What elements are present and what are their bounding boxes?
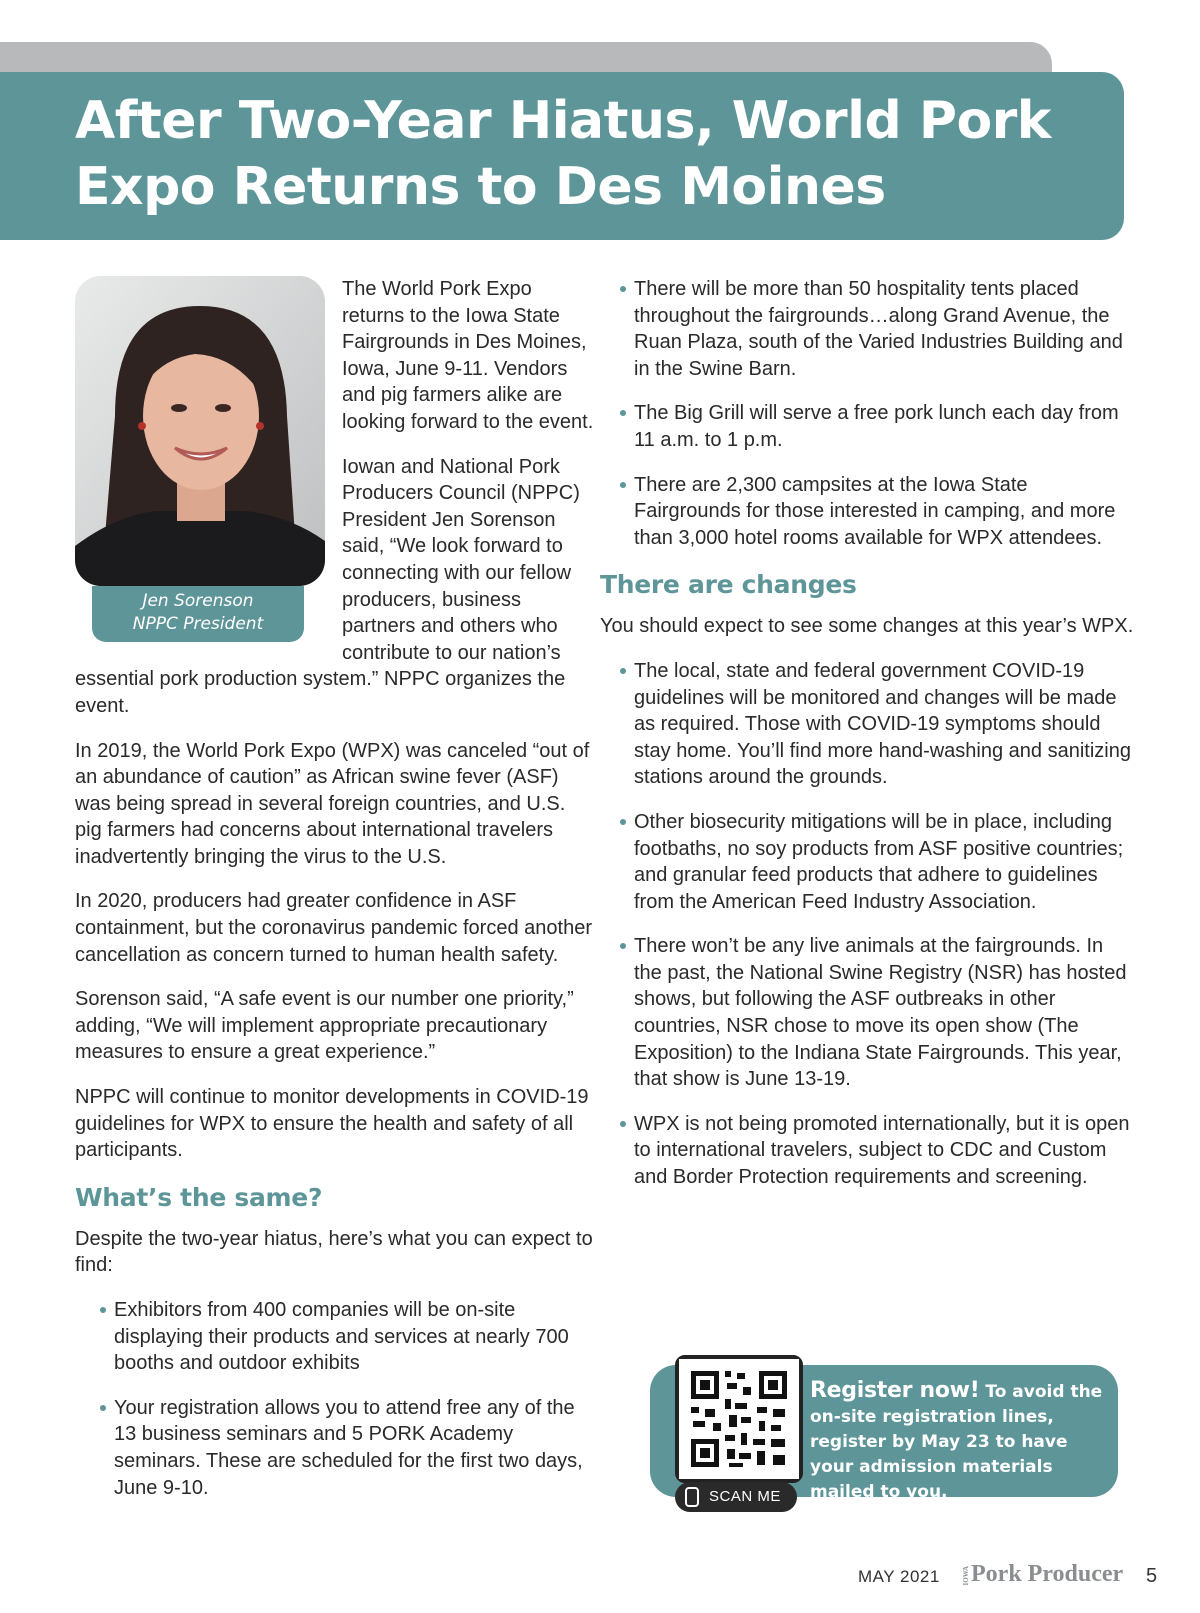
list-item: Other biosecurity mitigations will be in place, including footbaths, no soy products from ASF positive countries; and granular feed products that adhere to guidelines from the American Feed Industry Association.	[620, 809, 1135, 915]
bullet-list	[100, 1297, 595, 1501]
left-column	[75, 276, 595, 1519]
page-number: 5	[1146, 1565, 1158, 1587]
list-item: The local, state and federal government COVID-19 guidelines will be monitored and changes will be made as required. Those with COVID-19 symptoms should stay home. You’ll find more hand-washing and sanitizing stations around the grounds.	[620, 658, 1135, 791]
section-heading-same: What’s the same?	[75, 1182, 323, 1212]
phone-icon	[685, 1487, 699, 1507]
logo-iowa-text: IOWA	[962, 1565, 970, 1586]
photo-caption	[92, 586, 304, 642]
list-item: WPX is not being promoted internationally, but it is open to international travelers, subject to CDC and Custom and Border Protection requirements and screening.	[620, 1111, 1135, 1191]
list-item: Your registration allows you to attend free any of the 13 business seminars and 5 PORK Academy seminars. These are scheduled for the first two days, June 9-10.	[100, 1395, 595, 1501]
caption-name: Jen Sorenson	[142, 591, 254, 611]
right-column	[600, 276, 1135, 1209]
article-title: After Two-Year Hiatus, World Pork Expo Returns to Des Moines	[75, 91, 1051, 217]
section-heading-changes: There are changes	[600, 570, 857, 600]
list-item: There won’t be any live animals at the fairgrounds. In the past, the National Swine Registry (NSR) has hosted shows, but following the ASF outbreaks in other countries, NSR chose to move its open show (The Exposition) to the Indiana State Fairgrounds. This year, that show is June 13-19.	[620, 933, 1135, 1093]
paragraph: The World Pork Expo returns to the Iowa State Fairgrounds in Des Moines, Iowa, June 9-11. Vendors and pig farmers alike are looking forward to the event.	[342, 278, 594, 433]
section-intro: Despite the two-year hiatus, here’s what you can expect to find:	[75, 1227, 593, 1277]
list-item: The Big Grill will serve a free pork lunch each day from 11 a.m. to 1 p.m.	[620, 400, 1135, 453]
scan-label: SCAN ME	[709, 1488, 781, 1505]
list-item: Exhibitors from 400 companies will be on-site displaying their products and services at nearly 700 booths and outdoor exhibits	[100, 1297, 595, 1377]
list-item: There are 2,300 campsites at the Iowa State Fairgrounds for those interested in camping, and more than 3,000 hotel rooms available for WPX attendees.	[620, 472, 1135, 552]
caption-role: NPPC President	[132, 614, 264, 634]
paragraph: Sorenson said, “A safe event is our number one priority,” adding, “We will implement appropriate precautionary measures to ensure a great experience.”	[75, 988, 574, 1064]
portrait-figure	[75, 276, 328, 644]
register-headline: Register now!	[810, 1378, 980, 1403]
paragraph: In 2020, producers had greater confidence in ASF containment, but the coronavirus pandemic forced another cancellation as concern turned to human health safety.	[75, 890, 592, 966]
publication-logo	[963, 1561, 1123, 1588]
paragraph: NPPC will continue to monitor developments in COVID-19 guidelines for WPX to ensure the health and safety of all participants.	[75, 1086, 589, 1162]
logo-text: Pork Producer	[971, 1561, 1124, 1587]
register-body: To avoid the on-site registration lines, register by May 23 to have your admission materials mailed to you.	[810, 1382, 1103, 1502]
section-intro: You should expect to see some changes at this year’s WPX.	[600, 615, 1134, 638]
scan-me-badge	[675, 1482, 797, 1512]
portrait-photo	[75, 276, 325, 586]
qr-code-icon[interactable]	[675, 1355, 803, 1483]
paragraph: In 2019, the World Pork Expo (WPX) was canceled “out of an abundance of caution” as African swine fever (ASF) was being spread in several foreign countries, and U.S. pig farmers had concerns about international travelers inadvertently bringing the virus to the U.S.	[75, 739, 590, 868]
list-item: There will be more than 50 hospitality tents placed throughout the fairgrounds…along Grand Avenue, the Ruan Plaza, south of the Varied Industries Building and in the Swine Barn.	[620, 276, 1135, 382]
bullet-list	[620, 658, 1135, 1191]
issue-date: MAY 2021	[858, 1567, 940, 1586]
paragraph: Iowan and National Pork Producers Council (NPPC) President Jen Sorenson said, “We look forward to connecting with our fellow producers, business partners and others who contribute to our nation’s essential pork production system.” NPPC organizes the event.	[75, 455, 580, 717]
bullet-list	[620, 276, 1135, 551]
top-decorative-bar	[0, 42, 1052, 74]
register-text	[810, 1378, 1110, 1505]
